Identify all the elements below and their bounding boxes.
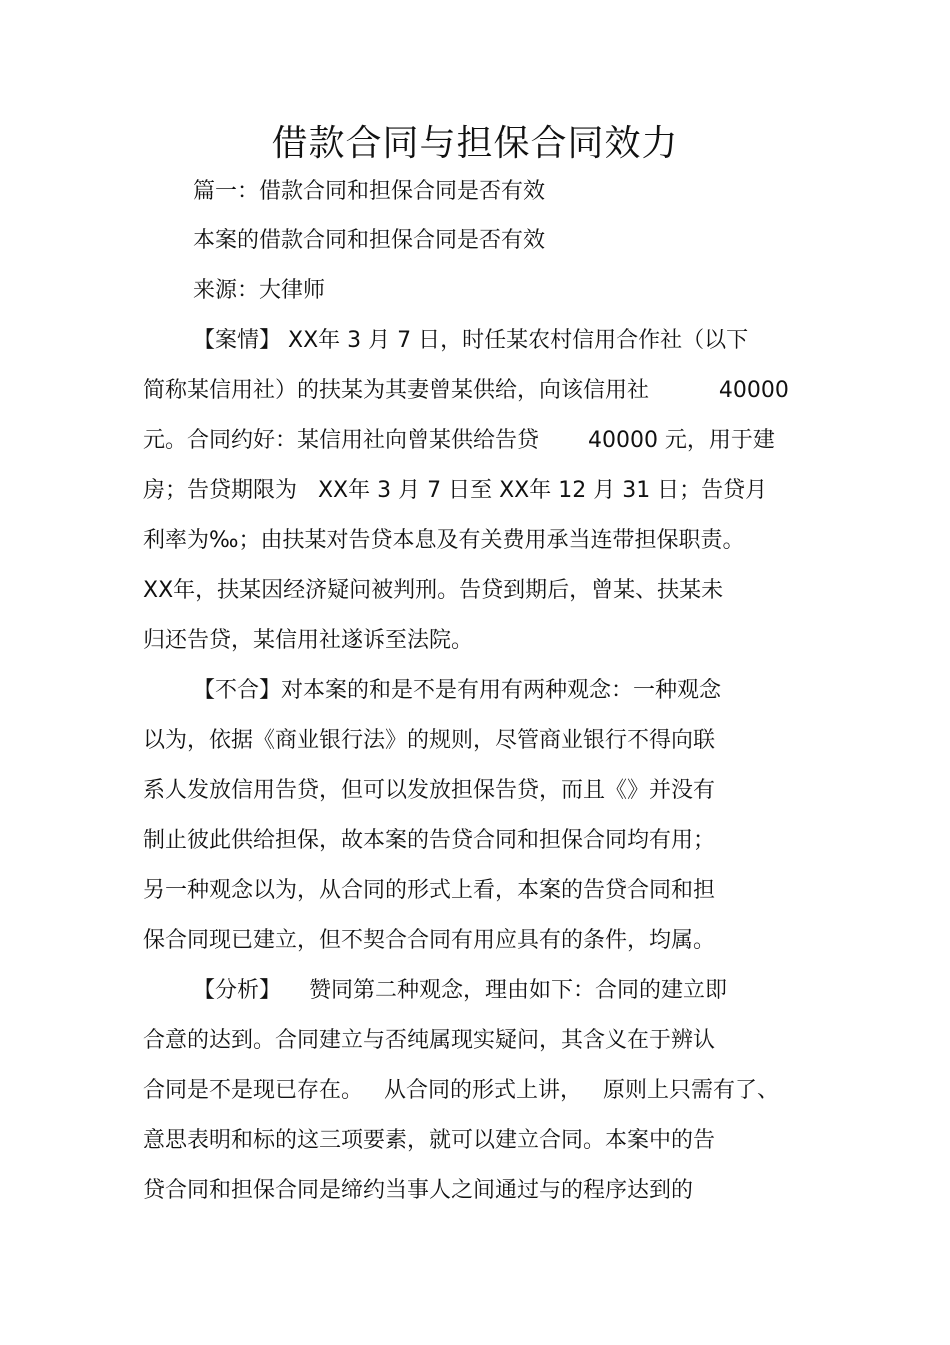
paragraph-line: 【分析】 赞同第二种观念，理由如下：合同的建立即: [193, 978, 727, 1003]
document-title: 借款合同与担保合同效力: [271, 123, 679, 164]
paragraph-line: 归还告贷，某信用社遂诉至法院。: [143, 628, 474, 653]
paragraph-line: XX年，扶某因经济疑问被判刑。告贷到期后，曾某、扶某未: [143, 578, 724, 603]
paragraph-line: 系人发放信用告贷，但可以发放担保告贷，而且《》并没有: [143, 778, 716, 803]
source-line: 来源：大律师: [193, 278, 326, 303]
paragraph-line: 贷合同和担保合同是缔约当事人之间通过与的程序达到的: [143, 1178, 694, 1203]
paragraph-line: 简称某信用社）的扶某为其妻曾某供给，向该信用社 40000: [143, 378, 789, 403]
paragraph-line: 合意的达到。合同建立与否纯属现实疑问，其含义在于辨认: [143, 1028, 716, 1053]
paragraph-line: 元。合同约好：某信用社向曾某供给告贷 40000 元，用于建: [143, 428, 775, 453]
paragraph-line: 合同是不是现已存在。 从合同的形式上讲， 原则上只需有了、: [143, 1078, 779, 1103]
paragraph-line: 房；告贷期限为 XX年 3 月 7 日至 XX年 12 月 31 日；告贷月: [143, 478, 768, 503]
paragraph-line: 制止彼此供给担保，故本案的告贷合同和担保合同均有用；: [143, 828, 716, 853]
article-title-line: 本案的借款合同和担保合同是否有效: [193, 228, 546, 253]
paragraph-line: 保合同现已建立，但不契合合同有用应具有的条件，均属。: [143, 928, 716, 953]
paragraph-line: 【案情】 XX年 3 月 7 日，时任某农村信用合作社（以下: [193, 328, 749, 353]
paragraph-line: 另一种观念以为，从合同的形式上看，本案的告贷合同和担: [143, 878, 716, 903]
section-heading: 篇一：借款合同和担保合同是否有效: [193, 179, 546, 204]
paragraph-line: 【不合】对本案的和是不是有用有两种观念：一种观念: [193, 678, 722, 703]
paragraph-line: 以为，依据《商业银行法》的规则，尽管商业银行不得向联: [143, 728, 716, 753]
paragraph-line: 利率为‰；由扶某对告贷本息及有关费用承当连带担保职责。: [143, 528, 745, 553]
paragraph-line: 意思表明和标的这三项要素，就可以建立合同。本案中的告: [143, 1128, 716, 1153]
